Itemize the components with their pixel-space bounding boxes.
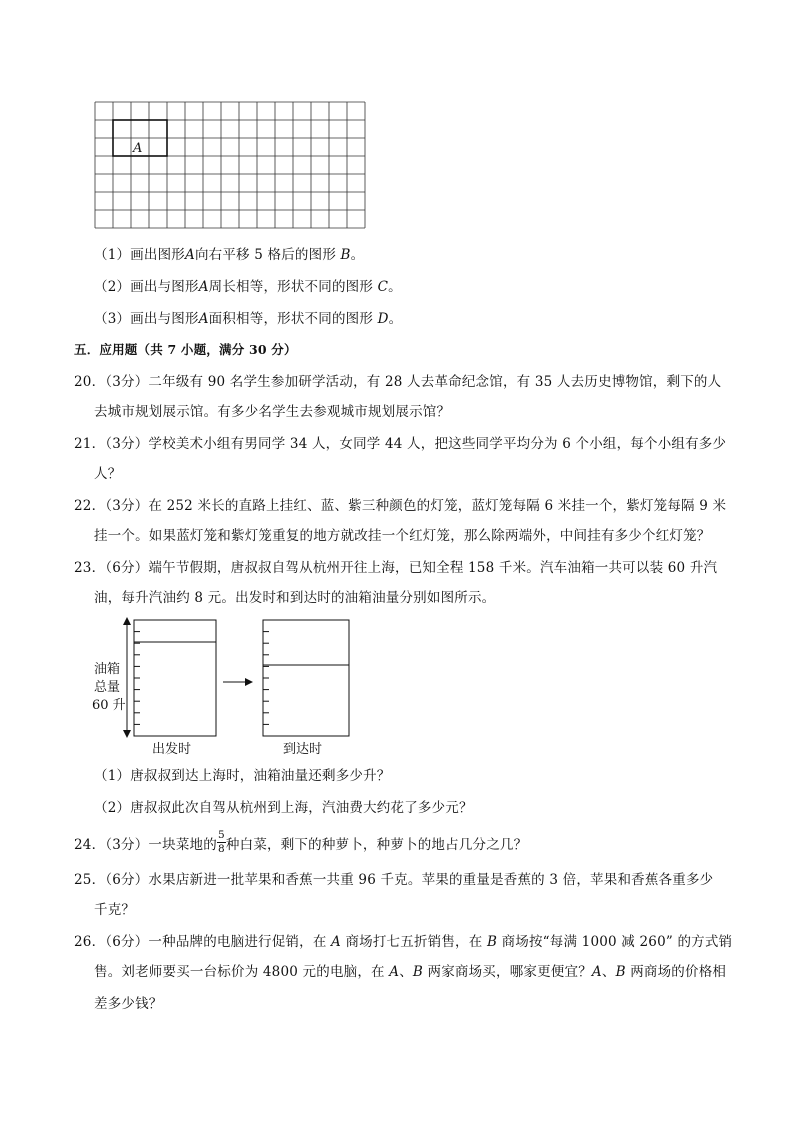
var: A xyxy=(198,279,209,295)
depart-tank-ticks xyxy=(134,632,140,725)
q21-line1: 21．（3分）学校美术小组有男同学 34 人，女同学 44 人，把这些同学平均分为 6 个小组，每个小组有多少 xyxy=(74,436,727,452)
tank-label-line3: 60 升 xyxy=(92,698,126,713)
arrow-up-icon xyxy=(123,617,131,625)
text: 两家商场买，哪家更便宜？ xyxy=(423,964,592,980)
text: 。 xyxy=(350,247,365,263)
q21-line2: 人？ xyxy=(94,466,122,482)
q26-line1 xyxy=(74,933,732,951)
text: 面积相等，形状不同的图形 xyxy=(208,311,378,327)
var: D xyxy=(377,311,389,327)
q22-line1: 22．（3分）在 252 米长的直路上挂红、蓝、紫三种颜色的灯笼，蓝灯笼每隔 6 米挂一个，紫灯笼每隔 9 米 xyxy=(74,498,727,514)
text: 、 xyxy=(601,964,616,980)
text: 26．（6分）一种品牌的电脑进行促销，在 xyxy=(74,934,332,950)
q25-line1: 25．（6分）水果店新进一批苹果和香蕉一共重 96 千克。苹果的重量是香蕉的 3 倍，苹果和香蕉各重多少 xyxy=(74,872,714,888)
text: 向右平移 5 格后的图形 xyxy=(194,247,341,263)
grid-question-3 xyxy=(94,310,402,328)
fraction-numerator: 5 xyxy=(217,829,225,841)
var: B xyxy=(412,964,424,980)
var: B xyxy=(486,934,498,950)
q23-line1: 23．（6分）端午节假期，唐叔叔自驾从杭州开往上海，已知全程 158 千米。汽车油箱一共可以装 60 升汽 xyxy=(74,560,718,576)
arrive-label: 到达时 xyxy=(283,742,323,757)
text: 。 xyxy=(388,311,403,327)
text: 两商场的价格相 xyxy=(625,964,727,980)
fraction xyxy=(217,829,226,855)
text: 售。刘老师要买一台标价为 4800 元的电脑，在 xyxy=(94,964,390,980)
var: A xyxy=(389,964,400,980)
text: （3）画出与图形 xyxy=(94,311,199,327)
var: A xyxy=(331,934,341,950)
var: C xyxy=(377,279,389,295)
q23-sub1: （1）唐叔叔到达上海时，油箱油量还剩多少升？ xyxy=(94,768,391,784)
q22-line2: 挂一个。如果蓝灯笼和紫灯笼重复的地方就改挂一个红灯笼，那么除两端外，中间挂有多少个红灯笼？ xyxy=(94,528,711,544)
q20-line2: 去城市规划展示馆。有多少名学生去参观城市规划展示馆？ xyxy=(94,404,451,420)
tank-label-line2: 总量 xyxy=(94,680,121,695)
var: B xyxy=(615,964,626,980)
text: （2）画出与图形 xyxy=(94,279,199,295)
arrow-down-icon xyxy=(123,730,131,738)
section-heading: 五．应用题（共 7 小题，满分 30 分） xyxy=(74,342,297,357)
text: 。 xyxy=(388,279,402,295)
tank-label-line1: 油箱 xyxy=(94,662,121,677)
q23-line2: 油，每升汽油约 8 元。出发时和到达时的油箱油量分别如图所示。 xyxy=(94,590,496,606)
text: 商场按“每满 1000 减 260” 的方式销 xyxy=(497,934,733,950)
text: 周长相等，形状不同的图形 xyxy=(208,279,378,295)
q26-line2 xyxy=(94,963,726,981)
grid-lines xyxy=(95,102,365,228)
depart-tank xyxy=(134,620,216,736)
arrive-tank xyxy=(263,620,349,736)
var: A xyxy=(591,964,602,980)
depart-label: 出发时 xyxy=(152,742,192,757)
q20-line1: 20．（3分）二年级有 90 名学生参加研学活动，有 28 人去革命纪念馆，有 35 人去历史博物馆，剩下的人 xyxy=(74,374,722,390)
q23-sub2: （2）唐叔叔此次自驾从杭州到上海，汽油费大约花了多少元？ xyxy=(94,800,473,816)
text: 、 xyxy=(399,964,413,980)
shape-a-label: A xyxy=(133,141,143,156)
fuel-tank-figure xyxy=(90,614,360,759)
var: A xyxy=(185,247,195,263)
text: （1）画出图形 xyxy=(94,247,185,263)
fraction-denominator: 8 xyxy=(217,843,225,855)
q26-line3: 差多少钱？ xyxy=(94,996,163,1012)
var: A xyxy=(198,311,209,327)
grid-question-2 xyxy=(94,278,402,296)
grid-question-1 xyxy=(94,246,364,264)
arrive-tank-ticks xyxy=(263,632,269,725)
text: 24．（3分）一块菜地的 xyxy=(74,837,217,853)
q24-line xyxy=(74,829,528,855)
var: B xyxy=(340,247,351,263)
grid-figure xyxy=(95,102,367,230)
q25-line2: 千克？ xyxy=(94,902,136,918)
text: 种白菜，剩下的种萝卜，种萝卜的地占几分之几？ xyxy=(225,837,528,853)
text: 商场打七五折销售，在 xyxy=(340,934,487,950)
arrow-right-icon xyxy=(245,678,253,686)
